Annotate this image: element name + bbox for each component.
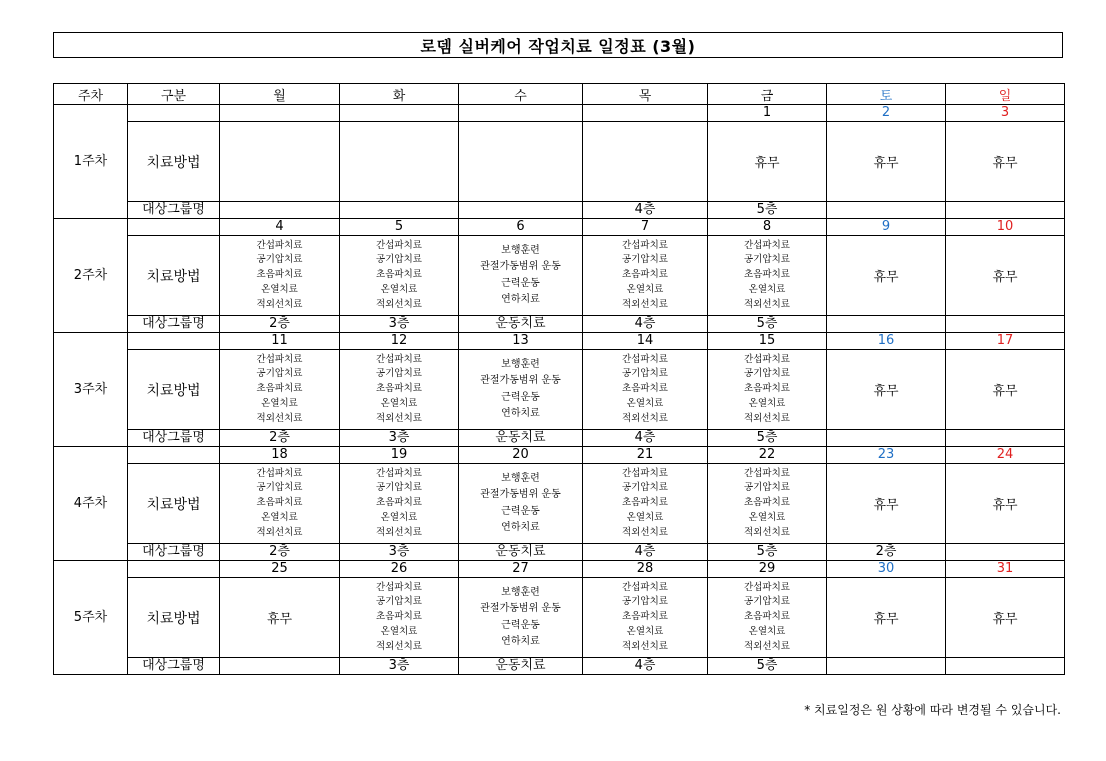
therapy-item: 적외선치료 — [622, 412, 668, 424]
date-fri: 1 — [708, 105, 827, 122]
method-wed — [459, 464, 583, 544]
date-wed: 20 — [459, 447, 583, 464]
group-wed: 운동치료 — [459, 430, 583, 447]
method-tue — [340, 464, 459, 544]
group-sun — [946, 430, 1065, 447]
group-tue: 3층 — [340, 316, 459, 333]
week-1-group-row — [54, 202, 1065, 219]
group-thu: 4층 — [583, 316, 708, 333]
therapy-item: 적외선치료 — [376, 412, 422, 424]
therapy-item: 공기압치료 — [622, 482, 668, 494]
therapy-item: 온열치료 — [626, 397, 664, 409]
therapy-item: 온열치료 — [748, 397, 786, 409]
method-tue — [340, 122, 459, 202]
therapy-item: 공기압치료 — [256, 368, 303, 380]
group-label: 대상그룹명 — [128, 202, 220, 219]
therapy-item: 초음파치료 — [376, 383, 422, 395]
therapy-list — [459, 357, 582, 423]
therapy-item: 초음파치료 — [622, 497, 668, 509]
date-thu — [583, 105, 708, 122]
header-row — [54, 84, 1065, 105]
date-wed: 6 — [459, 219, 583, 236]
week-label: 3주차 — [54, 333, 128, 447]
date-sat: 23 — [827, 447, 946, 464]
date-label-cell — [128, 447, 220, 464]
therapy-item: 연하치료 — [501, 294, 540, 305]
header-category: 구분 — [128, 84, 220, 105]
therapy-item: 온열치료 — [748, 625, 786, 637]
method-sun: 휴무 — [946, 122, 1065, 202]
group-mon — [220, 202, 340, 219]
group-sun — [946, 316, 1065, 333]
therapy-item: 초음파치료 — [744, 497, 790, 509]
week-5-date-row — [54, 561, 1065, 578]
therapy-item: 공기압치료 — [376, 254, 422, 266]
group-sat — [827, 316, 946, 333]
date-fri: 29 — [708, 561, 827, 578]
therapy-item: 온열치료 — [626, 283, 664, 295]
therapy-item: 공기압치료 — [622, 596, 668, 608]
therapy-item: 보행훈련 — [501, 358, 540, 370]
therapy-item: 초음파치료 — [622, 383, 668, 395]
therapy-item: 간섭파치료 — [622, 239, 668, 251]
therapy-list — [459, 471, 582, 537]
therapy-list — [708, 467, 826, 541]
week-5-method-row — [54, 578, 1065, 658]
method-sun: 휴무 — [946, 464, 1065, 544]
date-mon: 11 — [220, 333, 340, 350]
header-thu: 목 — [583, 84, 708, 105]
therapy-item: 공기압치료 — [376, 482, 422, 494]
method-sat: 휴무 — [827, 122, 946, 202]
therapy-item: 공기압치료 — [744, 254, 790, 266]
therapy-item: 근력운동 — [501, 619, 540, 631]
date-mon: 18 — [220, 447, 340, 464]
method-sat: 휴무 — [827, 578, 946, 658]
therapy-item: 온열치료 — [380, 397, 418, 409]
week-2-group-row — [54, 316, 1065, 333]
date-sun: 31 — [946, 561, 1065, 578]
therapy-list — [220, 239, 339, 313]
date-wed: 27 — [459, 561, 583, 578]
date-label-cell — [128, 561, 220, 578]
therapy-item: 적외선치료 — [744, 526, 790, 538]
method-fri — [708, 350, 827, 430]
therapy-list — [459, 585, 582, 651]
header-fri: 금 — [708, 84, 827, 105]
therapy-item: 적외선치료 — [256, 412, 303, 424]
therapy-item: 근력운동 — [501, 505, 540, 517]
therapy-list — [708, 239, 826, 313]
date-tue: 19 — [340, 447, 459, 464]
therapy-item: 보행훈련 — [501, 244, 540, 256]
method-label: 치료방법 — [128, 464, 220, 544]
therapy-item: 근력운동 — [501, 277, 540, 289]
therapy-item: 초음파치료 — [256, 497, 303, 509]
group-label: 대상그룹명 — [128, 316, 220, 333]
group-tue: 3층 — [340, 544, 459, 561]
therapy-item: 공기압치료 — [622, 254, 668, 266]
method-label: 치료방법 — [128, 236, 220, 316]
group-label: 대상그룹명 — [128, 430, 220, 447]
date-sat: 2 — [827, 105, 946, 122]
method-fri: 휴무 — [708, 122, 827, 202]
date-thu: 14 — [583, 333, 708, 350]
therapy-list — [583, 581, 707, 655]
therapy-item: 간섭파치료 — [376, 239, 422, 251]
method-thu — [583, 122, 708, 202]
week-4-date-row — [54, 447, 1065, 464]
date-label-cell — [128, 105, 220, 122]
therapy-item: 적외선치료 — [376, 298, 422, 310]
method-thu — [583, 578, 708, 658]
date-mon — [220, 105, 340, 122]
date-mon: 4 — [220, 219, 340, 236]
group-mon: 2층 — [220, 430, 340, 447]
method-mon — [220, 350, 340, 430]
group-label: 대상그룹명 — [128, 658, 220, 675]
therapy-item: 간섭파치료 — [376, 581, 422, 593]
therapy-item: 관절가동범위 운동 — [480, 261, 561, 272]
week-2-method-row — [54, 236, 1065, 316]
therapy-item: 온열치료 — [626, 511, 664, 523]
therapy-list — [220, 467, 339, 541]
therapy-item: 초음파치료 — [256, 383, 303, 395]
week-1-date-row — [54, 105, 1065, 122]
therapy-item: 보행훈련 — [501, 472, 540, 484]
schedule-table — [53, 83, 1065, 675]
date-fri: 8 — [708, 219, 827, 236]
therapy-item: 공기압치료 — [744, 482, 790, 494]
method-label: 치료방법 — [128, 578, 220, 658]
therapy-item: 초음파치료 — [376, 269, 422, 281]
therapy-item: 초음파치료 — [376, 497, 422, 509]
group-tue: 3층 — [340, 430, 459, 447]
group-thu: 4층 — [583, 544, 708, 561]
date-label-cell — [128, 219, 220, 236]
therapy-item: 온열치료 — [748, 511, 786, 523]
week-label: 1주차 — [54, 105, 128, 219]
therapy-item: 적외선치료 — [744, 298, 790, 310]
therapy-item: 적외선치료 — [376, 526, 422, 538]
week-3-method-row — [54, 350, 1065, 430]
therapy-list — [340, 581, 458, 655]
method-thu — [583, 236, 708, 316]
date-sun: 10 — [946, 219, 1065, 236]
therapy-item: 간섭파치료 — [622, 353, 668, 365]
method-wed — [459, 350, 583, 430]
date-mon: 25 — [220, 561, 340, 578]
method-thu — [583, 350, 708, 430]
method-thu — [583, 464, 708, 544]
method-sat: 휴무 — [827, 236, 946, 316]
date-sat: 30 — [827, 561, 946, 578]
therapy-list — [340, 467, 458, 541]
header-sun: 일 — [946, 84, 1065, 105]
method-fri — [708, 236, 827, 316]
week-1-method-row — [54, 122, 1065, 202]
therapy-item: 적외선치료 — [622, 298, 668, 310]
group-fri: 5층 — [708, 202, 827, 219]
week-label: 5주차 — [54, 561, 128, 675]
therapy-item: 공기압치료 — [376, 368, 422, 380]
therapy-item: 공기압치료 — [744, 596, 790, 608]
group-sun — [946, 544, 1065, 561]
therapy-item: 온열치료 — [261, 511, 298, 523]
date-tue: 12 — [340, 333, 459, 350]
therapy-item: 초음파치료 — [744, 383, 790, 395]
group-sun — [946, 658, 1065, 675]
therapy-item: 초음파치료 — [622, 269, 668, 281]
group-wed: 운동치료 — [459, 544, 583, 561]
date-thu: 28 — [583, 561, 708, 578]
therapy-item: 간섭파치료 — [744, 467, 790, 479]
date-sat: 9 — [827, 219, 946, 236]
therapy-list — [708, 581, 826, 655]
header-tue: 화 — [340, 84, 459, 105]
method-sun: 휴무 — [946, 350, 1065, 430]
date-tue: 5 — [340, 219, 459, 236]
week-3-group-row — [54, 430, 1065, 447]
therapy-item: 보행훈련 — [501, 586, 540, 598]
method-sat: 휴무 — [827, 464, 946, 544]
method-label: 치료방법 — [128, 350, 220, 430]
therapy-item: 연하치료 — [501, 636, 540, 647]
week-label: 4주차 — [54, 447, 128, 561]
therapy-item: 간섭파치료 — [256, 353, 303, 365]
therapy-item: 간섭파치료 — [622, 581, 668, 593]
therapy-item: 관절가동범위 운동 — [480, 603, 561, 614]
therapy-item: 적외선치료 — [376, 640, 422, 652]
therapy-item: 공기압치료 — [256, 482, 303, 494]
therapy-item: 적외선치료 — [622, 640, 668, 652]
method-sun: 휴무 — [946, 236, 1065, 316]
footnote: * 치료일정은 원 상황에 따라 변경될 수 있습니다. — [804, 703, 1061, 717]
group-sat: 2층 — [827, 544, 946, 561]
therapy-list — [708, 353, 826, 427]
group-sun — [946, 202, 1065, 219]
group-fri: 5층 — [708, 316, 827, 333]
therapy-item: 적외선치료 — [622, 526, 668, 538]
therapy-list — [583, 239, 707, 313]
header-wed: 수 — [459, 84, 583, 105]
therapy-item: 온열치료 — [261, 397, 298, 409]
date-sat: 16 — [827, 333, 946, 350]
therapy-item: 공기압치료 — [744, 368, 790, 380]
method-fri — [708, 578, 827, 658]
therapy-item: 초음파치료 — [744, 269, 790, 281]
method-tue — [340, 350, 459, 430]
therapy-item: 연하치료 — [501, 522, 540, 533]
therapy-list — [340, 353, 458, 427]
method-sun: 휴무 — [946, 578, 1065, 658]
therapy-item: 적외선치료 — [744, 640, 790, 652]
week-4-method-row — [54, 464, 1065, 544]
method-fri — [708, 464, 827, 544]
group-tue: 3층 — [340, 658, 459, 675]
therapy-item: 온열치료 — [626, 625, 664, 637]
therapy-item: 관절가동범위 운동 — [480, 375, 561, 386]
group-wed — [459, 202, 583, 219]
date-thu: 7 — [583, 219, 708, 236]
therapy-item: 초음파치료 — [256, 269, 303, 281]
method-mon: 휴무 — [220, 578, 340, 658]
group-mon — [220, 658, 340, 675]
method-wed — [459, 236, 583, 316]
therapy-item: 근력운동 — [501, 391, 540, 403]
therapy-list — [583, 353, 707, 427]
therapy-item: 관절가동범위 운동 — [480, 489, 561, 500]
therapy-item: 적외선치료 — [256, 526, 303, 538]
therapy-list — [220, 353, 339, 427]
method-sat: 휴무 — [827, 350, 946, 430]
therapy-item: 온열치료 — [380, 283, 418, 295]
week-4-group-row — [54, 544, 1065, 561]
group-sat — [827, 430, 946, 447]
therapy-item: 적외선치료 — [744, 412, 790, 424]
method-mon — [220, 236, 340, 316]
group-label: 대상그룹명 — [128, 544, 220, 561]
therapy-item: 초음파치료 — [376, 611, 422, 623]
date-tue: 26 — [340, 561, 459, 578]
group-tue — [340, 202, 459, 219]
group-sat — [827, 202, 946, 219]
date-fri: 15 — [708, 333, 827, 350]
therapy-item: 초음파치료 — [622, 611, 668, 623]
group-fri: 5층 — [708, 658, 827, 675]
header-mon: 월 — [220, 84, 340, 105]
method-tue — [340, 236, 459, 316]
method-mon — [220, 464, 340, 544]
therapy-item: 공기압치료 — [256, 254, 303, 266]
therapy-item: 공기압치료 — [622, 368, 668, 380]
therapy-item: 온열치료 — [380, 625, 418, 637]
group-thu: 4층 — [583, 430, 708, 447]
therapy-item: 공기압치료 — [376, 596, 422, 608]
method-label: 치료방법 — [128, 122, 220, 202]
group-thu: 4층 — [583, 202, 708, 219]
header-sat: 토 — [827, 84, 946, 105]
method-mon — [220, 122, 340, 202]
therapy-item: 적외선치료 — [256, 298, 303, 310]
group-mon: 2층 — [220, 544, 340, 561]
therapy-item: 간섭파치료 — [376, 467, 422, 479]
therapy-item: 간섭파치료 — [256, 239, 303, 251]
date-wed — [459, 105, 583, 122]
method-tue — [340, 578, 459, 658]
schedule-body — [54, 105, 1065, 675]
group-thu: 4층 — [583, 658, 708, 675]
week-2-date-row — [54, 219, 1065, 236]
therapy-list — [459, 243, 582, 309]
date-tue — [340, 105, 459, 122]
date-wed: 13 — [459, 333, 583, 350]
date-fri: 22 — [708, 447, 827, 464]
therapy-item: 온열치료 — [380, 511, 418, 523]
therapy-item: 연하치료 — [501, 408, 540, 419]
method-wed — [459, 122, 583, 202]
therapy-item: 간섭파치료 — [376, 353, 422, 365]
date-sun: 3 — [946, 105, 1065, 122]
therapy-item: 간섭파치료 — [744, 239, 790, 251]
therapy-item: 초음파치료 — [744, 611, 790, 623]
group-sat — [827, 658, 946, 675]
header-week: 주차 — [54, 84, 128, 105]
date-sun: 24 — [946, 447, 1065, 464]
date-label-cell — [128, 333, 220, 350]
therapy-list — [340, 239, 458, 313]
date-sun: 17 — [946, 333, 1065, 350]
group-fri: 5층 — [708, 544, 827, 561]
therapy-list — [583, 467, 707, 541]
method-wed — [459, 578, 583, 658]
week-3-date-row — [54, 333, 1065, 350]
therapy-item: 간섭파치료 — [744, 353, 790, 365]
group-wed: 운동치료 — [459, 316, 583, 333]
group-wed: 운동치료 — [459, 658, 583, 675]
week-5-group-row — [54, 658, 1065, 675]
therapy-item: 온열치료 — [748, 283, 786, 295]
therapy-item: 간섭파치료 — [744, 581, 790, 593]
week-label: 2주차 — [54, 219, 128, 333]
schedule-title: 로뎀 실버케어 작업치료 일정표 (3월) — [53, 32, 1063, 58]
group-mon: 2층 — [220, 316, 340, 333]
therapy-item: 온열치료 — [261, 283, 298, 295]
date-thu: 21 — [583, 447, 708, 464]
therapy-item: 간섭파치료 — [622, 467, 668, 479]
therapy-item: 간섭파치료 — [256, 467, 303, 479]
group-fri: 5층 — [708, 430, 827, 447]
